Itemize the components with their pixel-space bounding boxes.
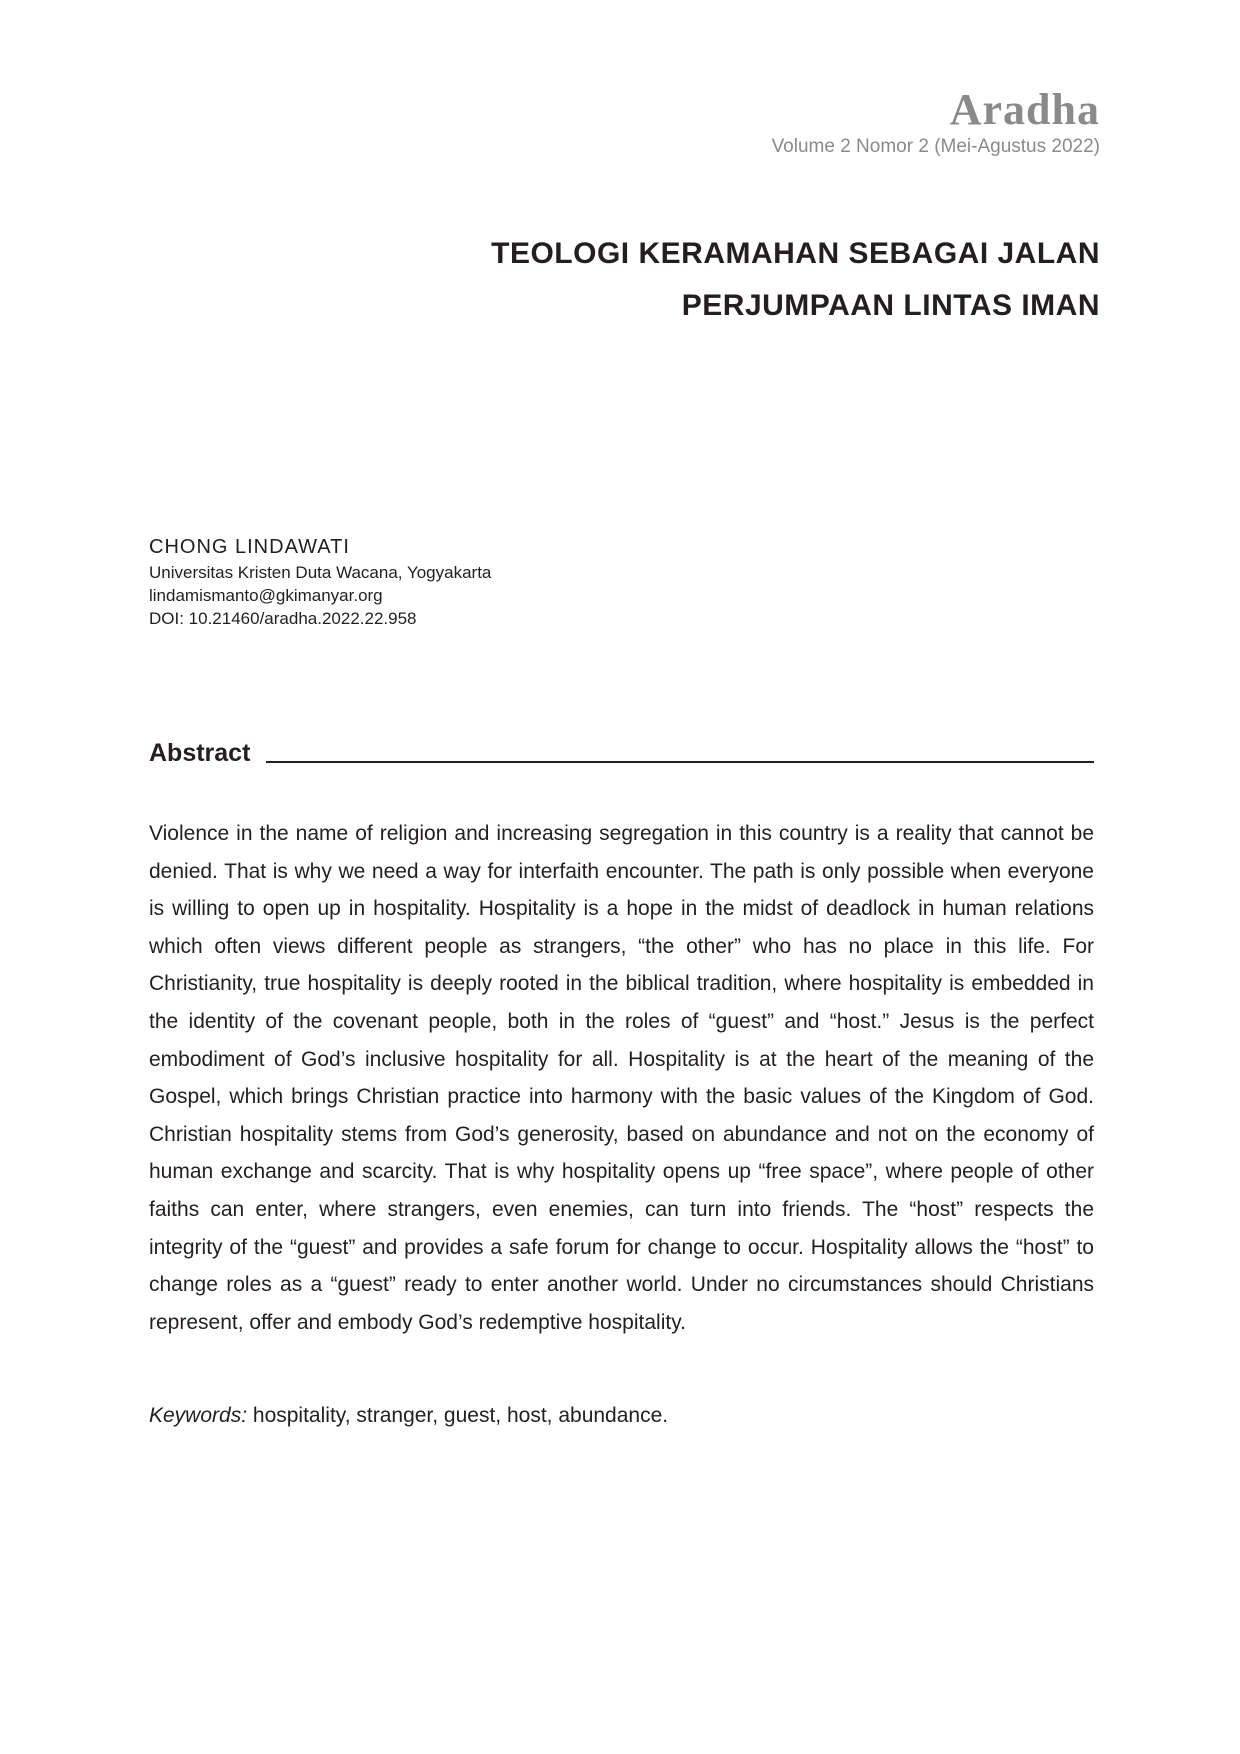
- article-title: [491, 228, 1100, 332]
- abstract-heading: [149, 737, 1094, 769]
- article-title-line-2: PERJUMPAAN LINTAS IMAN: [681, 289, 1100, 322]
- abstract-label: Abstract: [149, 739, 251, 767]
- author-name: CHONG LINDAWATI: [149, 536, 350, 558]
- author-email: lindamismanto@gkimanyar.org: [149, 586, 383, 605]
- article-title-line-1: TEOLOGI KERAMAHAN SEBAGAI JALAN: [491, 237, 1100, 270]
- author-affiliation: Universitas Kristen Duta Wacana, Yogyakarta: [149, 563, 492, 582]
- keywords-list: hospitality, stranger, guest, host, abundance.: [252, 1404, 669, 1427]
- keywords-label: Keywords:: [149, 1404, 248, 1427]
- article-doi: DOI: 10.21460/aradha.2022.22.958: [149, 609, 417, 628]
- author-block: [149, 533, 491, 630]
- journal-volume: Volume 2 Nomor 2 (Mei-Agustus 2022): [771, 136, 1100, 157]
- journal-logo: Aradha: [949, 85, 1100, 134]
- journal-header: [771, 85, 1100, 158]
- abstract-divider: [266, 761, 1094, 763]
- abstract-text: Violence in the name of religion and increasing segregation in this country is a reality that cannot be denied. That is why we need a way for interfaith encounter. The path is only possible when everyone is willing to open up in hospitality. Hospitality is a hope in the midst of deadlock in human relations which often views different people as strangers, “the other” who has no place in this life. For Christianity, true hospitality is deeply rooted in the biblical tradition, where hospitality is embedded in the identity of the covenant people, both in the roles of “guest” and “host.” Jesus is the perfect embodiment of God’s inclusive hospitality for all. Hospitality is at the heart of the meaning of the Gospel, which brings Christian practice into harmony with the basic values of the Kingdom of God. Christian hospitality stems from God’s generosity, based on abundance and not on the economy of human exchange and scarcity. That is why hospitality opens up “free space”, where people of other faiths can enter, where strangers, even enemies, can turn into friends. The “host” respects the integrity of the “guest” and provides a safe forum for change to occur. Hospitality allows the “host” to change roles as a “guest” ready to enter another world. Under no circumstances should Christians represent, offer and embody God’s redemptive hospitality.: [149, 822, 1094, 1334]
- keywords: [149, 1397, 1094, 1434]
